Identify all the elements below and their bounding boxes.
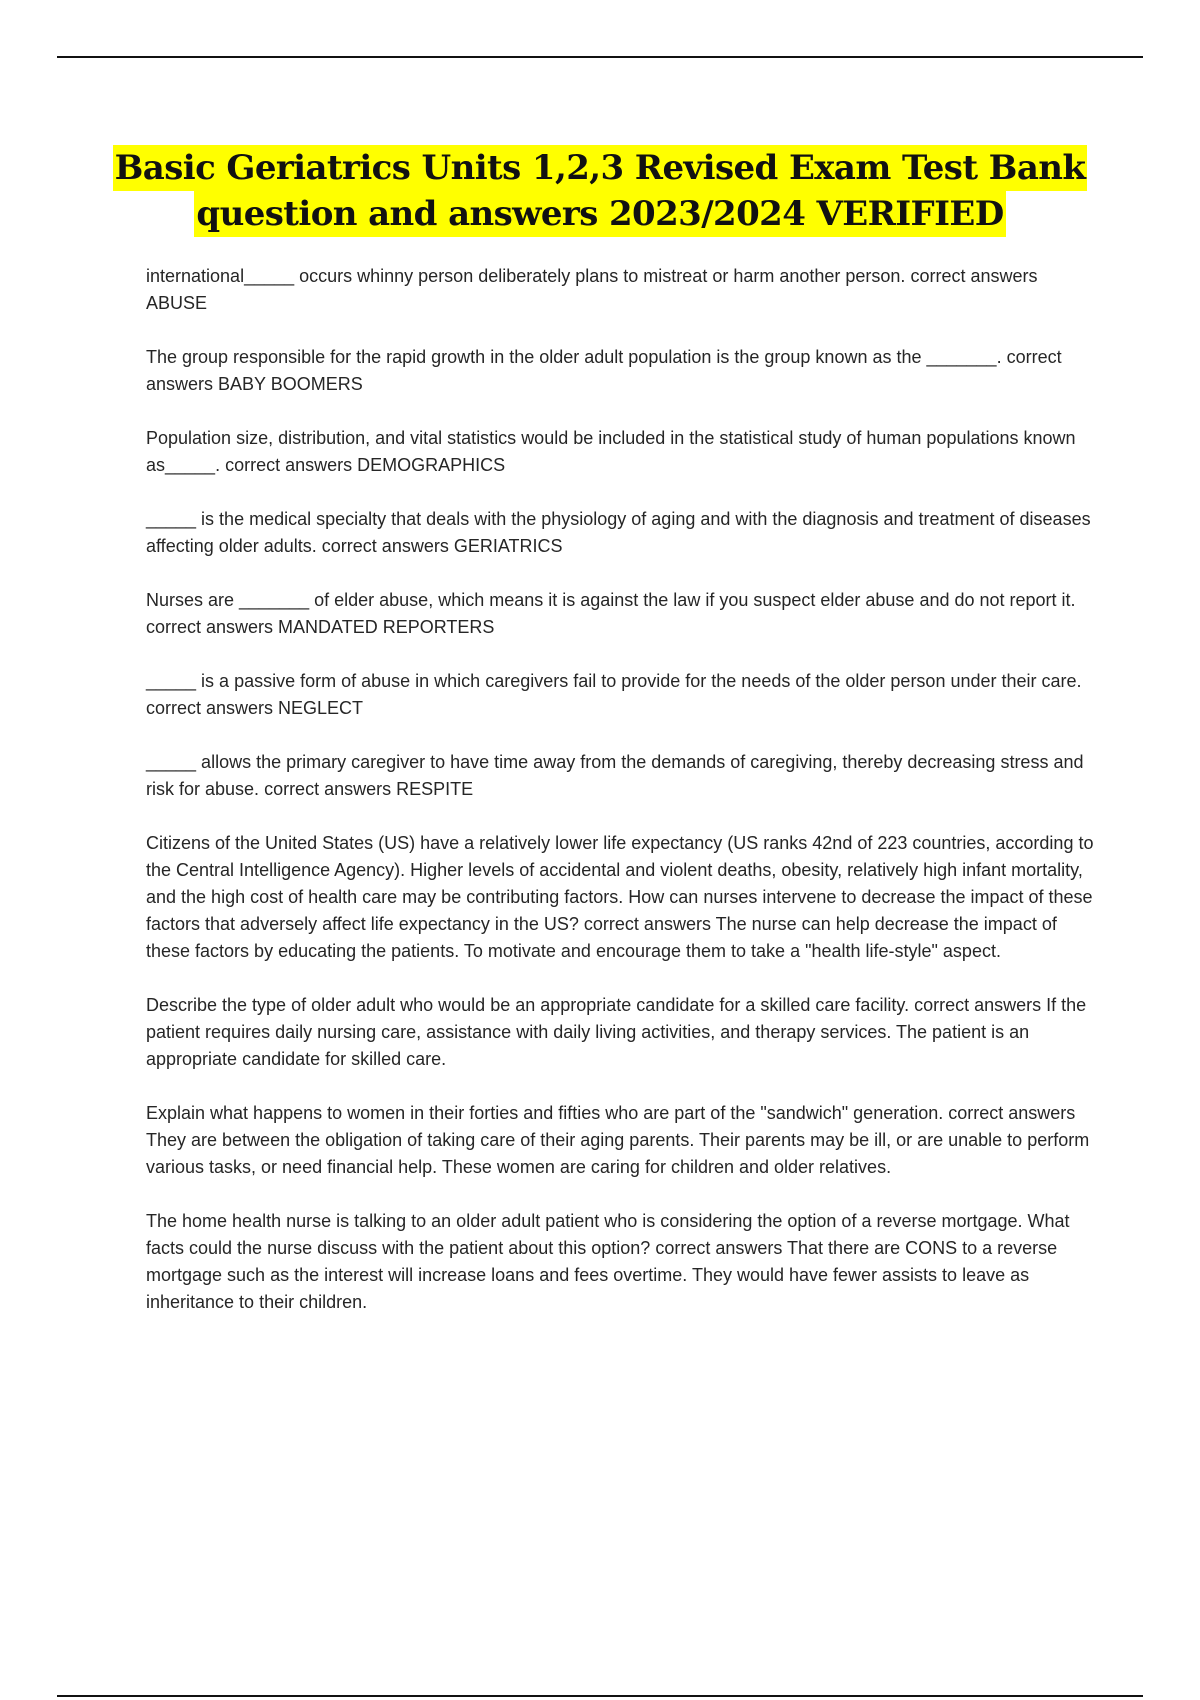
document-title <box>0 145 1200 237</box>
title-line-1: Basic Geriatrics Units 1,2,3 Revised Exam Test Bank <box>113 145 1088 191</box>
qa-list <box>146 263 1096 1343</box>
question-text: Describe the type of older adult who would be an appropriate candidate for a skilled care facility. <box>146 995 910 1015</box>
question-text: Nurses are _______ of elder abuse, which means it is against the law if you suspect elder abuse and do not report it. <box>146 590 1076 610</box>
question-text: _____ is a passive form of abuse in which caregivers fail to provide for the needs of the older person under their care. <box>146 671 1082 691</box>
question-text: Explain what happens to women in their forties and fifties who are part of the "sandwich" generation. <box>146 1103 944 1123</box>
bottom-rule <box>57 1695 1143 1697</box>
answer-text: correct answers GERIATRICS <box>321 536 563 556</box>
answer-text: correct answers RESPITE <box>264 779 474 799</box>
answer-text: correct answers The nurse can help decrease the impact of these factors by educating the patients. To motivate and encourage them to take a "health life-style" aspect. <box>146 914 1057 961</box>
qa-item <box>146 587 1096 641</box>
question-text: _____ allows the primary caregiver to have time away from the demands of caregiving, thereby decreasing stress and risk for abuse. <box>146 752 1084 799</box>
question-text: The home health nurse is talking to an older adult patient who is considering the option of a reverse mortgage. What facts could the nurse discuss with the patient about this option? <box>146 1211 1070 1258</box>
qa-item <box>146 749 1096 803</box>
question-text: _____ is the medical specialty that deals with the physiology of aging and with the diagnosis and treatment of diseases affecting older adults. <box>146 509 1091 556</box>
qa-item <box>146 992 1096 1073</box>
answer-text: correct answers NEGLECT <box>146 698 364 718</box>
qa-item <box>146 506 1096 560</box>
answer-text: correct answers ABUSE <box>146 266 1038 313</box>
question-text: The group responsible for the rapid growth in the older adult population is the group known as the _______. <box>146 347 1002 367</box>
title-line-2: question and answers 2023/2024 VERIFIED <box>194 191 1005 237</box>
qa-item <box>146 263 1096 317</box>
answer-text: correct answers They are between the obligation of taking care of their aging parents. Their parents may be ill, or are unable to perform various tasks, or need financial help. These women are caring for children and older relatives. <box>146 1103 1090 1177</box>
question-text: Citizens of the United States (US) have a relatively lower life expectancy (US ranks 42nd of 223 countries, according to the Central Intelligence Agency). Higher levels of accidental and violent deaths, obesity, relatively high infant mortality, and the high cost of health care may be contributing factors. How can nurses intervene to decrease the impact of these factors that adversely affect life expectancy in the US? <box>146 833 1094 934</box>
qa-item <box>146 1208 1096 1316</box>
answer-text: correct answers BABY BOOMERS <box>146 347 1062 394</box>
qa-item <box>146 668 1096 722</box>
qa-item <box>146 425 1096 479</box>
question-text: Population size, distribution, and vital statistics would be included in the statistical study of human populations known as_____. <box>146 428 1076 475</box>
answer-text: correct answers MANDATED REPORTERS <box>146 617 495 637</box>
qa-item <box>146 1100 1096 1181</box>
answer-text: correct answers DEMOGRAPHICS <box>225 455 506 475</box>
answer-text: correct answers If the patient requires daily nursing care, assistance with daily living activities, and therapy services. The patient is an appropriate candidate for skilled care. <box>146 995 1087 1069</box>
question-text: international_____ occurs whinny person deliberately plans to mistreat or harm another person. <box>146 266 906 286</box>
top-rule <box>57 56 1143 58</box>
qa-item <box>146 344 1096 398</box>
qa-item <box>146 830 1096 965</box>
answer-text: correct answers That there are CONS to a reverse mortgage such as the interest will increase loans and fees overtime. They would have fewer assists to leave as inheritance to their children. <box>146 1238 1058 1312</box>
